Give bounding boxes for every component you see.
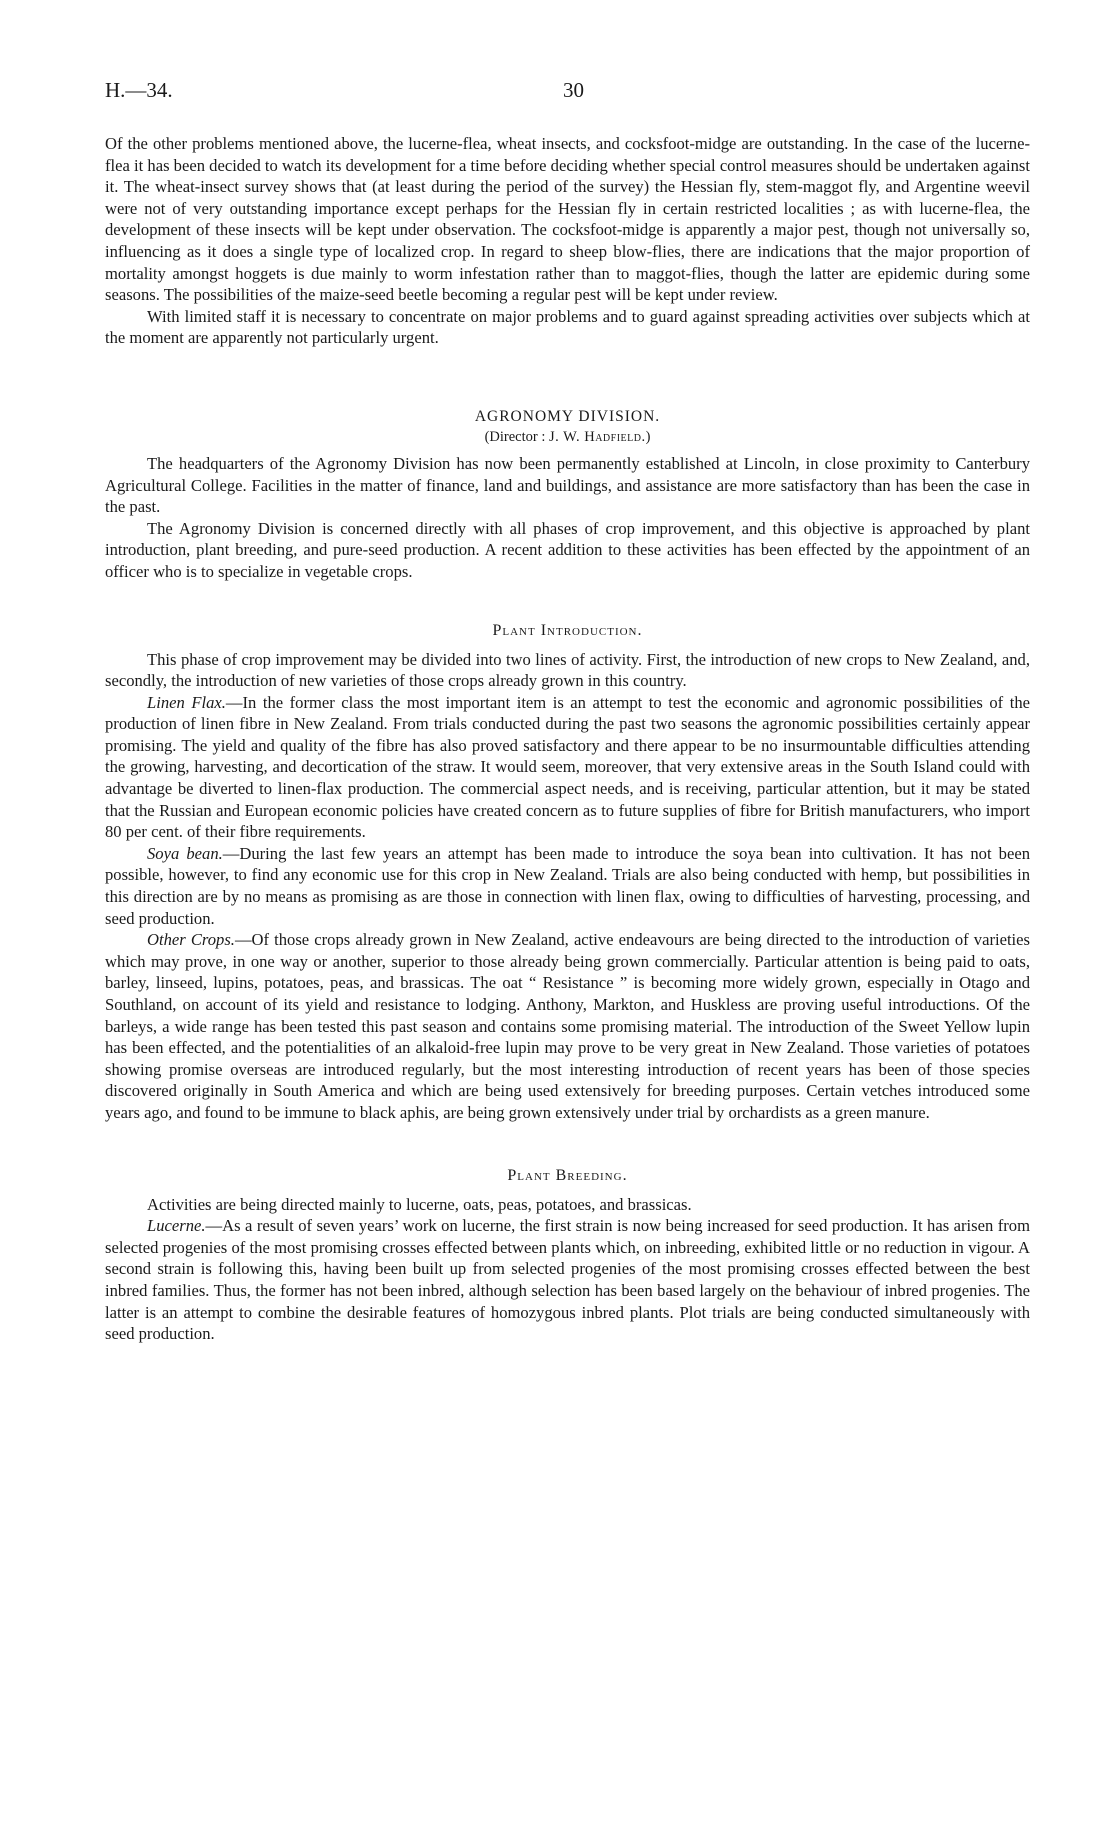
agronomy-paragraph-1: The headquarters of the Agronomy Division has now been permanently established at Lincoln, in close proximity to Canterbury Agricultural College. Facilities in the matter of finance, land and buildings, and assistance are more satisfactory than has been the case in the past.	[105, 453, 1030, 517]
agronomy-paragraph-2: The Agronomy Division is concerned directly with all phases of crop improvement, and this objective is approached by plant introduction, plant breeding, and pure-seed production. A recent addition to these activities has been effected by the appointment of an officer who is to specialize in vegetable crops.	[105, 518, 1030, 581]
intro-paragraph-2: With limited staff it is necessary to concentrate on major problems and to guard against spreading activities over subjects which at the moment are apparently not particularly urgent.	[105, 306, 1030, 348]
other-crops-label: Other Crops.	[147, 930, 235, 950]
lucerne-label: Lucerne.	[147, 1216, 206, 1236]
director-prefix: (Director :	[484, 428, 546, 445]
plant-introduction-heading: Plant Introduction.	[492, 621, 643, 639]
director-name: J. W. Hadfield.	[548, 428, 646, 445]
intro-paragraph-1: Of the other problems mentioned above, the lucerne-flea, wheat insects, and cocksfoot-midge are outstanding. In the case of the lucerne-flea it has been decided to watch its development for a time before deciding whether special control measures should be undertaken against it. The wheat-insect survey shows that (at least during the period of the survey) the Hessian fly, stem-maggot fly, and Argentine weevil were not of very outstanding importance except perhaps for the Hessian fly in certain restricted localities ; as with lucerne-flea, the development of these insects will be kept under observation. The cocksfoot-midge is apparently a major pest, though not universally so, influencing as it does a single type of localized crop. In regard to sheep blow-flies, there are indications that the major proportion of mortality amongst hoggets is due mainly to worm infestation rather than to maggot-flies, though the latter are epidemic during some seasons. The possibilities of the maize-seed beetle becoming a regular pest will be kept under review.	[105, 134, 1030, 305]
linen-flax-paragraph	[105, 692, 1030, 843]
page-header	[105, 78, 1025, 108]
plant-introduction-paragraph: This phase of crop improvement may be divided into two lines of activity. First, the introduction of new crops to New Zealand, and, secondly, the introduction of new varieties of those crops already grown in this country.	[105, 649, 1030, 691]
page-number: 30	[563, 78, 584, 102]
soya-bean-text: —During the last few years an attempt has been made to introduce the soya bean into cultivation. It has not been possible, however, to find any economic use for this crop in New Zealand. Trials are also being conducted with hemp, but possibilities in this direction are by no means as promising as are those in connection with linen flax, owing to difficulties of harvesting, processing, and seed production.	[105, 843, 1030, 928]
plant-breeding-paragraph: Activities are being directed mainly to lucerne, oats, peas, potatoes, and brassicas.	[147, 1194, 692, 1214]
director-line	[105, 427, 1030, 447]
soya-bean-label: Soya bean.	[147, 843, 223, 863]
lucerne-text: —As a result of seven years’ work on lucerne, the first strain is now being increased for seed production. It has arisen from selected progenies of the most promising crosses effected between plants which, on inbreeding, exhibited little or no reduction in vigour. A second strain is following this, having been built up from selected progenies of the most promising crosses effected between the best inbred families. Thus, the former has not been inbred, although selection has been based largely on the behaviour of inbred progenies. The latter is an attempt to combine the desirable features of homozygous inbred plants. Plot trials are being conducted simultaneously with seed production.	[105, 1216, 1030, 1344]
other-crops-paragraph	[105, 929, 1030, 1123]
other-crops-text: —Of those crops already grown in New Zealand, active endeavours are being directed to the introduction of varieties which may prove, in one way or another, superior to those already being grown commercially. Particular attention is being paid to oats, barley, linseed, lupins, potatoes, peas, and brassicas. The oat “ Resistance ” is becoming more widely grown, especially in Otago and Southland, on account of its yield and resistance to lodging. Anthony, Markton, and Huskless are proving useful introductions. Of the barleys, a wide range has been tested this past season and contains some promising material. The introduction of the Sweet Yellow lupin has been effected, and the potentialities of an alkaloid-free lupin may prove to be very great in New Zealand. Those varieties of potatoes showing promise overseas are introduced regularly, but the most interesting introduction of recent years has been of those species discovered originally in South America and which are being used extensively for breeding purposes. Certain vetches introduced some years ago, and found to be immune to black aphis, are being grown extensively under trial by orchardists as a green manure.	[105, 930, 1030, 1122]
linen-flax-text: —In the former class the most important item is an attempt to test the economic and agronomic possibilities of the production of linen fibre in New Zealand. From trials conducted during the past two seasons the agronomic possibilities certainly appear promising. The yield and quality of the fibre has also proved satisfactory and there appear to be no insurmountable difficulties attending the growing, harvesting, and decortication of the straw. It would seem, moreover, that very extensive areas in the South Island could with advantage be diverted to linen-flax production. The commercial aspect needs, and is receiving, particular attention, but it may be stated that the Russian and European economic policies have created concern as to future supplies of fibre for British manufacturers, who import 80 per cent. of their fibre requirements.	[105, 692, 1030, 842]
agronomy-division-heading: AGRONOMY DIVISION.	[474, 407, 661, 425]
plant-breeding-heading: Plant Breeding.	[507, 1166, 628, 1184]
soya-bean-paragraph	[105, 843, 1030, 929]
director-suffix: )	[645, 428, 651, 445]
page-body	[105, 133, 1030, 1345]
linen-flax-label: Linen Flax.	[147, 692, 226, 712]
lucerne-paragraph	[105, 1215, 1030, 1345]
page-reference: H.—34.	[105, 78, 173, 102]
